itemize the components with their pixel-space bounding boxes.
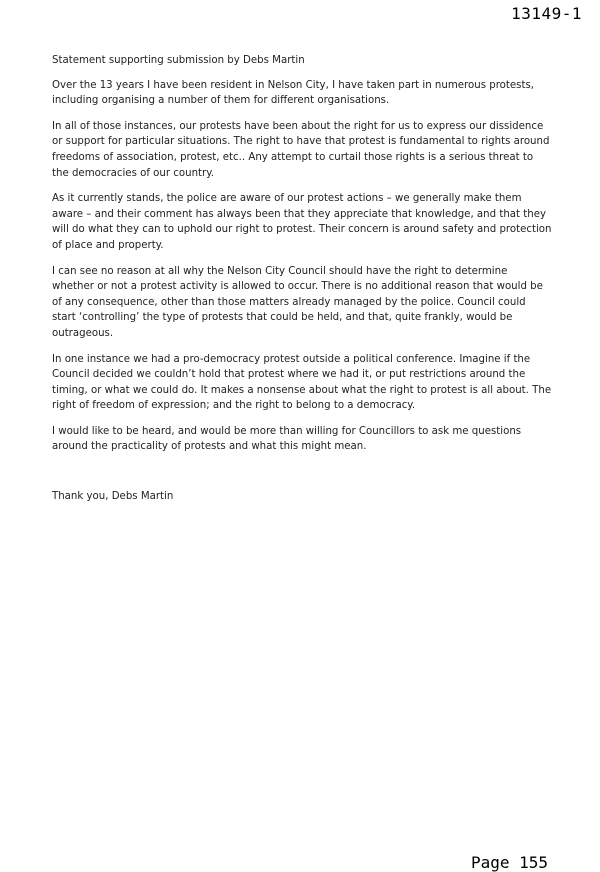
paragraph-police-awareness: As it currently stands, the police are aware of our protest actions – we generally make them aware – and their comment has always been that they appreciate that knowledge, and that they will do what they can to uphold our right to protest. Their concern is around safety and protection of place and property. — [52, 193, 552, 251]
paragraph-council-authority: I can see no reason at all why the Nelson City Council should have the right to determine whether or not a protest activity is allowed to occur. There is no additional reason that would be of any consequence, other than those matters already managed by the police. Council could start ‘controlling’ the type of protests that could be held, and that, quite frankly, would be outrageous. — [52, 265, 543, 339]
statement-body — [52, 53, 552, 515]
page-number: Page 155 — [470, 853, 548, 872]
paragraph-request-hearing: I would like to be heard, and would be more than willing for Councillors to ask me questions around the practicality of protests and what this might mean. — [52, 425, 522, 453]
closing-signoff: Thank you, Debs Martin — [52, 491, 174, 503]
document-id: 13149-1 — [511, 4, 582, 23]
paragraph-protest-rights: In all of those instances, our protests have been about the right for us to express our dissidence or support for particular situations. The right to have that protest is fundamental to rights around freedoms of association, protest, etc.. Any attempt to curtail those rights is a serious threat to the democracies of our country. — [52, 120, 550, 179]
statement-heading: Statement supporting submission by Debs Martin — [52, 55, 305, 66]
paragraph-example-protest: In one instance we had a pro-democracy protest outside a political conference. Imagine if the Council decided we couldn’t hold that protest where we had it, or put restrictions around the timing, or what we could do. It makes a nonsense about what the right to protest is all about. The right of freedom of expression; and the right to belong to a democracy. — [52, 353, 552, 412]
paragraph-residency: Over the 13 years I have been resident in Nelson City, I have taken part in numerous protests, including organising a number of them for different organisations. — [52, 79, 535, 107]
